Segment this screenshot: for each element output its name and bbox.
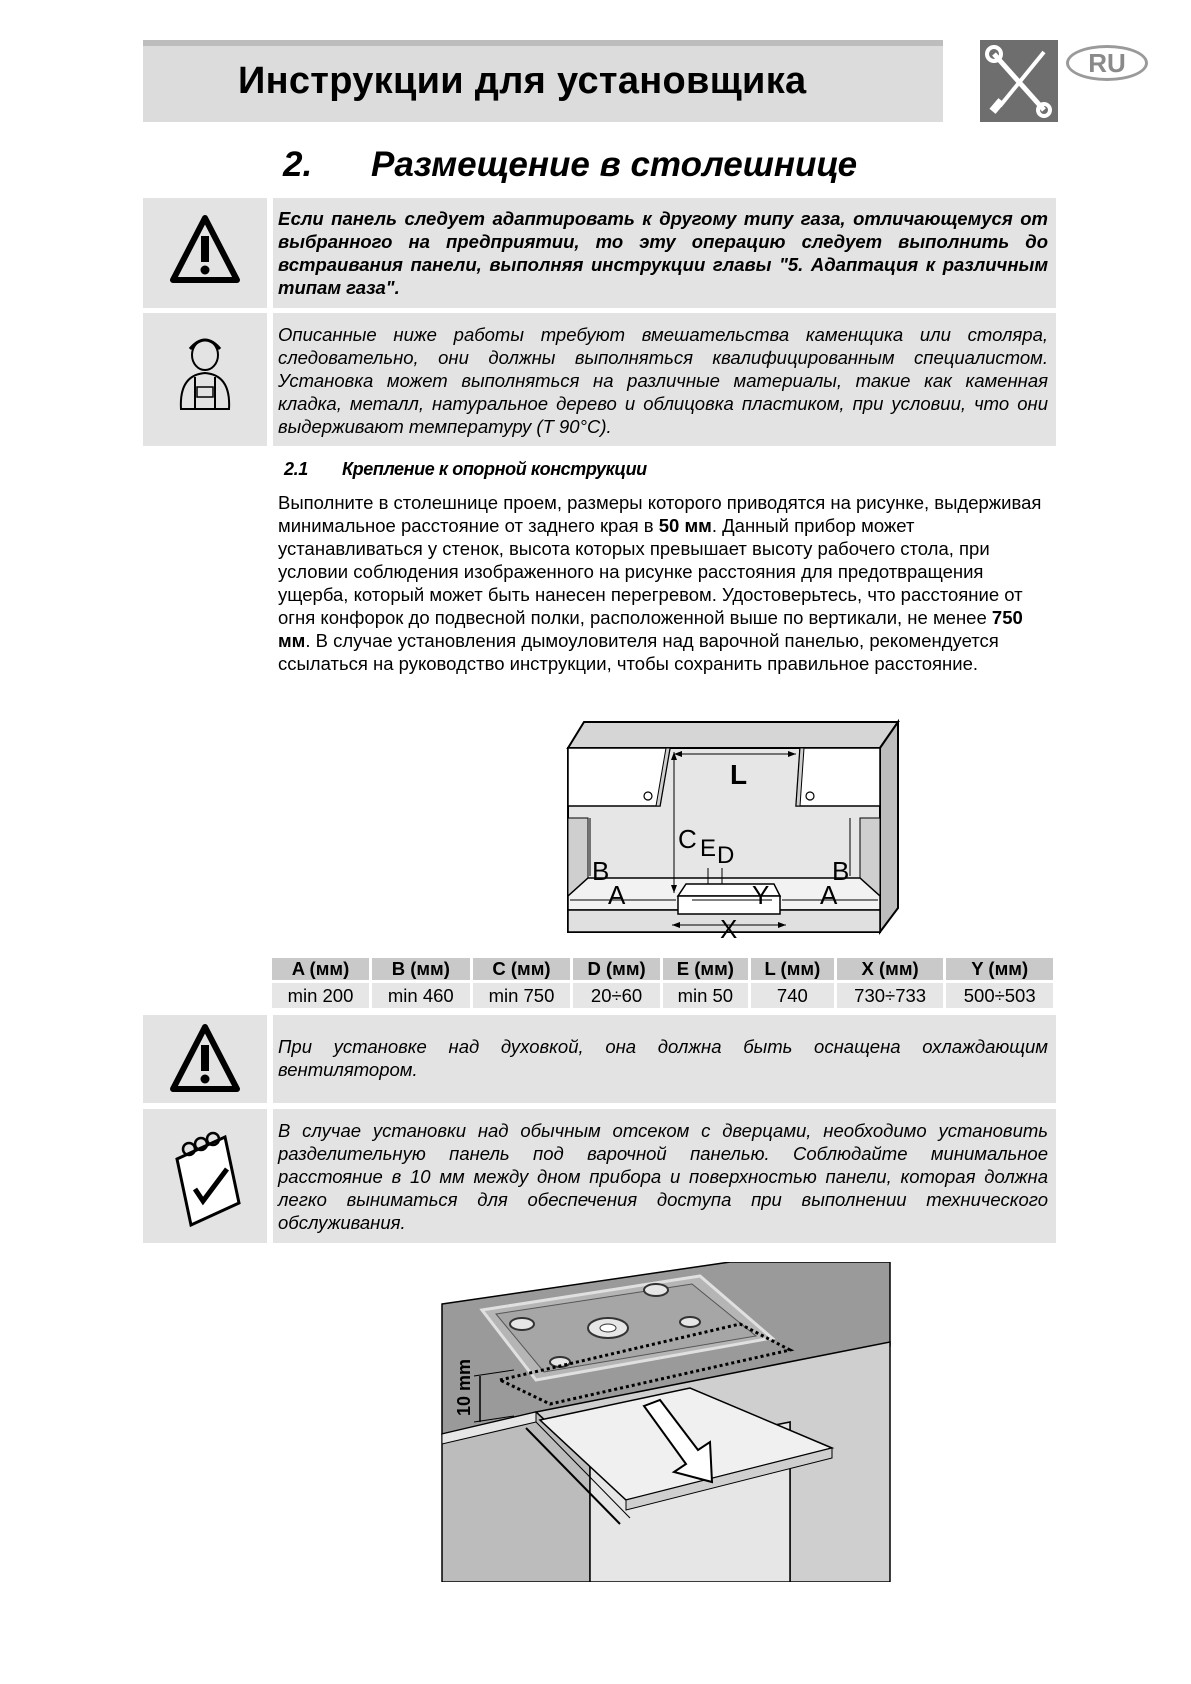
- installation-dimensions-diagram: [560, 718, 905, 940]
- dimensions-table-header-row: [272, 958, 1055, 982]
- header-bar: [143, 40, 943, 122]
- table-header-d: D (мм): [572, 958, 662, 982]
- page-header-title: Инструкции для установщика: [238, 60, 807, 102]
- table-header-l: L (мм): [749, 958, 835, 982]
- hob-cabinet-illustration: [440, 1262, 892, 1582]
- language-badge: RU: [1066, 45, 1148, 81]
- wrench-screwdriver-icon: [980, 40, 1058, 122]
- label-b-left: B: [592, 856, 610, 886]
- section-number: 2.: [283, 145, 313, 184]
- table-cell-x: 730÷733: [835, 982, 945, 1009]
- table-header-c: C (мм): [471, 958, 572, 982]
- label-d: D: [717, 842, 735, 869]
- subsection-number: 2.1: [284, 459, 308, 479]
- oven-fan-notice: При установке над духовкой, она должна быть оснащена охлаждающим вентилятором.: [273, 1015, 1056, 1103]
- label-c: C: [678, 824, 697, 854]
- table-header-b: B (мм): [370, 958, 471, 982]
- table-cell-y: 500÷503: [945, 982, 1055, 1009]
- body-bold-50mm: 50 мм: [658, 515, 712, 536]
- dimensions-table-value-row: [272, 982, 1055, 1009]
- subsection-title-text: Крепление к опорной конструкции: [342, 459, 647, 479]
- section-title-text: Размещение в столешнице: [371, 145, 858, 184]
- body-bold-750mm: 750 мм: [278, 607, 1023, 651]
- note-icon-cell: [143, 1109, 267, 1243]
- subsection-title: [284, 459, 647, 480]
- table-cell-c: min 750: [471, 982, 572, 1009]
- label-a-right: A: [820, 880, 838, 910]
- section-title: [283, 145, 857, 185]
- body-text-1: Выполните в столешнице проем, размеры которого приводятся на рисунке, выдерживая минимальное расстояние от заднего края в: [278, 492, 1042, 536]
- table-header-e: E (мм): [661, 958, 749, 982]
- table-cell-b: min 460: [370, 982, 471, 1009]
- warning-triangle-icon: [143, 1015, 267, 1103]
- warning-gas-notice: Если панель следует адаптировать к другому типу газа, отличающемуся от выбранного на предприятии, то эту операцию следует выполнить до встраивания панели, выполняя инструкции главы "5. Адаптация к различным типам газа".: [273, 198, 1056, 308]
- table-cell-d: 20÷60: [572, 982, 662, 1009]
- label-10mm: 10 mm: [454, 1358, 474, 1416]
- body-text-3: . В случае установления дымоуловителя над варочной панелью, рекомендуется ссылаться на руководство инструкции, чтобы сохранить правильное расстояние.: [278, 630, 999, 674]
- dimensions-table: [272, 958, 1056, 1008]
- table-header-a: A (мм): [272, 958, 370, 982]
- warning-triangle-icon: [143, 198, 267, 308]
- warning-notice-icon-cell: [143, 198, 267, 308]
- table-cell-a: min 200: [272, 982, 370, 1009]
- label-b-right: B: [832, 856, 850, 886]
- label-l: L: [730, 759, 748, 790]
- label-a-left: A: [608, 880, 626, 910]
- table-cell-e: min 50: [661, 982, 749, 1009]
- body-paragraph: [278, 491, 1056, 675]
- worker-notice-icon-cell: [143, 313, 267, 446]
- table-cell-l: 740: [749, 982, 835, 1009]
- technician-icon: [143, 313, 267, 446]
- notepad-checkmark-icon: [143, 1109, 267, 1243]
- body-text-2: . Данный прибор может устанавливаться у стенок, высота которых превышает высоту рабочего стола, при условии соблюдения изображенного на рисунке расстояния для предотвращения ущерба, который может быть нанесен перегревом. Удостоверьтесь, что расстояние от огня конфорок до подвесной полки, расположенной выше по вертикали, не менее: [278, 515, 1023, 628]
- oven-warning-icon-cell: [143, 1015, 267, 1103]
- label-x: X: [720, 914, 738, 940]
- label-e: E: [700, 835, 717, 862]
- table-header-y: Y (мм): [945, 958, 1055, 982]
- table-header-x: X (мм): [835, 958, 945, 982]
- separator-panel-notice: В случае установки над обычным отсеком с дверцами, необходимо установить разделительную панель под варочной панелью. Соблюдайте минимальное расстояние в 10 мм между дном прибора и поверхностью панели, которая должна легко выниматься для обеспечения доступа при выполнении технического обслуживания.: [273, 1109, 1056, 1243]
- qualified-worker-notice: Описанные ниже работы требуют вмешательства каменщика или столяра, следовательно, они должны выполняться квалифицированным специалистом. Установка может выполняться на различные материалы, такие как каменная кладка, металл, натуральное дерево и облицовка пластиком, при условии, что они выдерживают температуру (Т 90°С).: [273, 313, 1056, 446]
- label-y: Y: [752, 880, 770, 910]
